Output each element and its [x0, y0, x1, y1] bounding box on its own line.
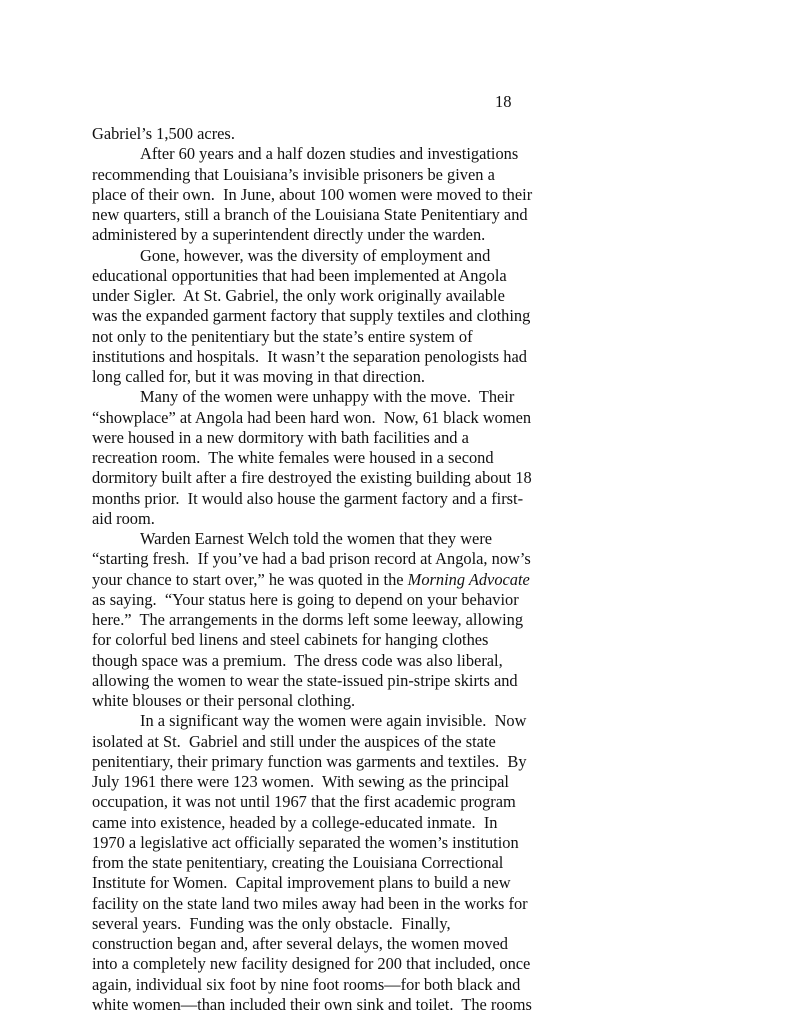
text-line: educational opportunities that had been implemented at Angola [92, 265, 507, 285]
text-line: new quarters, still a branch of the Louisiana State Penitentiary and [92, 205, 528, 224]
text-line: “starting fresh. If you’ve had a bad prison record at Angola, now’s [92, 549, 531, 569]
text-line: In a significant way the women were again invisible. Now [140, 711, 527, 731]
text-line: administered by a superintendent directly under the warden. [92, 225, 486, 245]
text-line: July 1961 there were 123 women. With sewing as the principal [92, 772, 509, 791]
text-line: into a completely new facility designed for 200 that included, once [92, 954, 531, 974]
paragraph [92, 144, 533, 245]
paragraph [92, 124, 524, 144]
text-line: Warden Earnest Welch told the women that they were [140, 529, 493, 548]
text-line: Many of the women were unhappy with the move. Their [140, 387, 515, 407]
text-line: under Sigler. At St. Gabriel, the only work originally available [92, 286, 505, 305]
text-line: recommending that Louisiana’s invisible prisoners be given a [92, 164, 495, 184]
text-line: Gone, however, was the diversity of employment and [140, 245, 491, 265]
text-line: recreation room. The white females were housed in a second [92, 448, 494, 467]
text-line: penitentiary, their primary function was garments and textiles. By [92, 751, 527, 771]
text-line: not only to the penitentiary but the state’s entire system of [92, 326, 473, 346]
text-line: here.” The arrangements in the dorms left some leeway, allowing [92, 610, 524, 629]
text-line: Gabriel’s 1,500 acres. [92, 124, 235, 143]
text-line: again, individual six foot by nine foot rooms—for both black and [92, 974, 521, 994]
text-line: allowing the women to wear the state-issued pin-stripe skirts and [92, 670, 518, 690]
text-line: your chance to start over,” he was quoted in the Morning Advocate [92, 569, 530, 589]
text-line: place of their own. In June, about 100 women were moved to their [92, 184, 533, 204]
newspaper-title: Morning Advocate [407, 569, 530, 589]
text-line: white blouses or their personal clothing. [92, 691, 356, 710]
text-line: aid room. [92, 508, 155, 528]
text-line: as saying. “Your status here is going to depend on your behavior [92, 589, 519, 609]
text-line: white women—than included their own sink and toilet. The rooms [92, 994, 532, 1014]
page-number: 18 [495, 92, 512, 111]
text-line: “showplace” at Angola had been hard won. Now, 61 black women [92, 407, 532, 427]
text-line: from the state penitentiary, creating the Louisiana Correctional [92, 853, 504, 872]
paragraph [92, 245, 531, 388]
text-line: construction began and, after several delays, the women moved [92, 934, 508, 953]
text-line: months prior. It would also house the garment factory and a first- [92, 488, 524, 508]
text-line: came into existence, headed by a college-educated inmate. In [92, 812, 498, 832]
text-line: long called for, but it was moving in that direction. [92, 367, 426, 386]
text-line: facility on the state land two miles away had been in the works for [92, 893, 528, 913]
text-line: several years. Funding was the only obstacle. Finally, [92, 913, 451, 933]
text-line: institutions and hospitals. It wasn’t the separation penologists had [92, 346, 527, 366]
text-line: occupation, it was not until 1967 that the first academic program [92, 792, 516, 812]
text-line: isolated at St. Gabriel and still under the auspices of the state [92, 731, 496, 751]
text-line: After 60 years and a half dozen studies and investigations [140, 144, 519, 164]
text-line: for colorful bed linens and steel cabinets for hanging clothes [92, 630, 489, 650]
paragraph [92, 711, 532, 1015]
body-text [92, 124, 533, 1015]
text-line: dormitory built after a fire destroyed the existing building about 18 [92, 468, 532, 488]
text-line: Institute for Women. Capital improvement plans to build a new [92, 873, 511, 893]
text-line: though space was a premium. The dress code was also liberal, [92, 650, 503, 670]
text-line: were housed in a new dormitory with bath facilities and a [92, 427, 469, 447]
paragraph [92, 529, 531, 711]
text-line: was the expanded garment factory that supply textiles and clothing [92, 306, 531, 326]
text-line: 1970 a legislative act officially separated the women’s institution [92, 832, 519, 852]
paragraph [92, 387, 532, 529]
